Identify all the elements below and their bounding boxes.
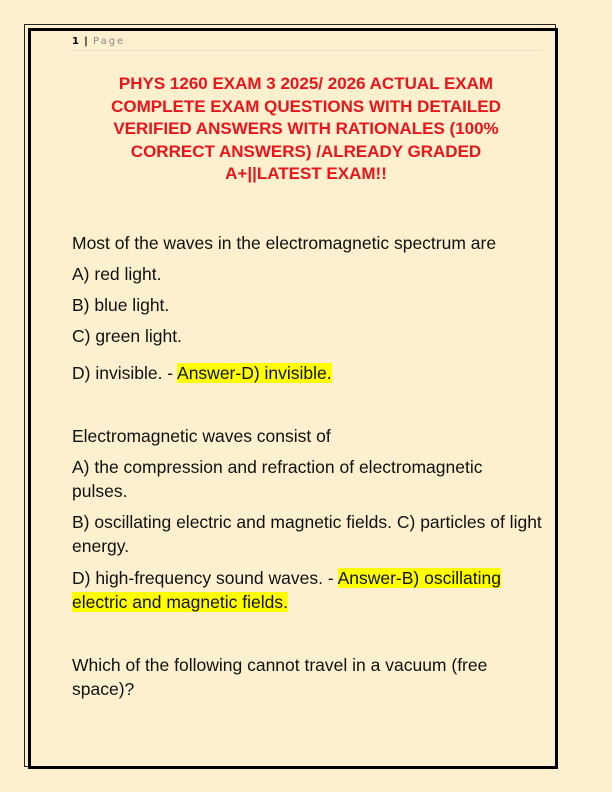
option-d-text: D) high-frequency sound waves. - — [72, 568, 338, 588]
option-b: B) blue light. — [72, 295, 170, 315]
option-d — [72, 566, 542, 614]
document-title — [60, 73, 552, 186]
page-header: 1 | Page — [72, 36, 542, 51]
page-number: 1 — [72, 36, 79, 47]
option-b-c: B) oscillating electric and magnetic fields. C) particles of light energy. — [72, 512, 542, 556]
answer-highlight: Answer-D) invisible. — [177, 363, 332, 383]
question-1: Most of the waves in the electromagnetic spectrum are — [72, 233, 497, 253]
title-line: PHYS 1260 EXAM 3 2025/ 2026 ACTUAL EXAM — [118, 74, 494, 93]
option-a: A) the compression and refraction of electromagnetic pulses. — [72, 457, 483, 501]
title-line: A+||LATEST EXAM!! — [225, 164, 387, 183]
option-d — [72, 361, 542, 385]
title-line: CORRECT ANSWERS) /ALREADY GRADED — [130, 141, 482, 161]
title-line: COMPLETE EXAM QUESTIONS WITH DETAILED — [111, 96, 501, 116]
answer-highlight: Answer-B) oscillating electric and magnetic fields. — [72, 568, 501, 612]
option-c: C) green light. — [72, 326, 182, 346]
option-a: A) red light. — [72, 264, 162, 284]
question-2: Electromagnetic waves consist of — [72, 426, 331, 446]
page-label: Page — [93, 36, 126, 47]
title-line: VERIFIED ANSWERS WITH RATIONALES (100% — [113, 119, 499, 138]
option-d-text: D) invisible. - — [72, 363, 178, 383]
question-3: Which of the following cannot travel in a vacuum (free space)? — [72, 655, 488, 699]
